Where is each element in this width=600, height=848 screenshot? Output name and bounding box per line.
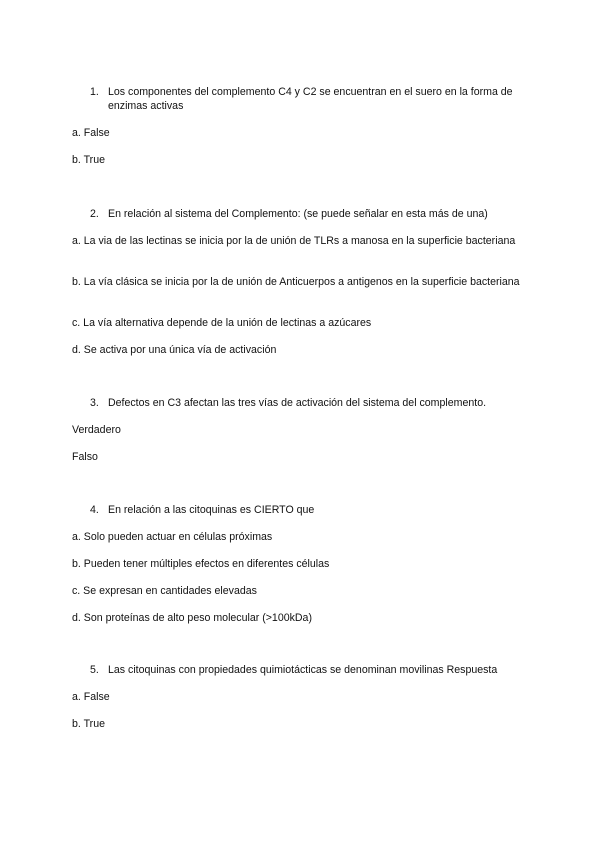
question-text: Defectos en C3 afectan las tres vías de activación del sistema del complemento. bbox=[108, 397, 487, 409]
question-1-option-b: b. True bbox=[72, 154, 105, 166]
question-5 bbox=[90, 663, 530, 677]
question-2-option-d: d. Se activa por una única vía de activación bbox=[72, 344, 277, 356]
question-2 bbox=[90, 207, 530, 221]
question-number: 4. bbox=[90, 504, 99, 516]
question-3-option-verdadero: Verdadero bbox=[72, 424, 121, 436]
question-1-option-a: a. False bbox=[72, 127, 110, 139]
question-text: Los componentes del complemento C4 y C2 se encuentran en el suero en la forma de enzimas activas bbox=[108, 86, 513, 112]
question-number: 5. bbox=[90, 664, 99, 676]
question-4-option-c: c. Se expresan en cantidades elevadas bbox=[72, 585, 257, 597]
question-number: 2. bbox=[90, 208, 99, 220]
question-number: 1. bbox=[90, 86, 99, 98]
question-4-option-a: a. Solo pueden actuar en células próximas bbox=[72, 531, 273, 543]
question-5-option-b: b. True bbox=[72, 718, 105, 730]
question-2-option-a: a. La via de las lectinas se inicia por la de unión de TLRs a manosa en la superficie bacteriana bbox=[72, 235, 516, 247]
question-text: En relación al sistema del Complemento: (se puede señalar en esta más de una) bbox=[108, 208, 488, 220]
question-4-option-b: b. Pueden tener múltiples efectos en diferentes células bbox=[72, 558, 330, 570]
question-3 bbox=[90, 396, 530, 410]
question-text: Las citoquinas con propiedades quimiotácticas se denominan movilinas Respuesta bbox=[108, 664, 498, 676]
question-number: 3. bbox=[90, 397, 99, 409]
question-5-option-a: a. False bbox=[72, 691, 110, 703]
question-1 bbox=[90, 85, 530, 113]
question-4-option-d: d. Son proteínas de alto peso molecular (>100kDa) bbox=[72, 612, 312, 624]
question-2-option-b: b. La vía clásica se inicia por la de unión de Anticuerpos a antigenos en la superficie bacteriana bbox=[72, 276, 520, 288]
question-3-option-falso: Falso bbox=[72, 451, 98, 463]
question-2-option-c: c. La vía alternativa depende de la unión de lectinas a azúcares bbox=[72, 317, 372, 329]
question-4 bbox=[90, 503, 530, 517]
question-text: En relación a las citoquinas es CIERTO que bbox=[108, 504, 315, 516]
